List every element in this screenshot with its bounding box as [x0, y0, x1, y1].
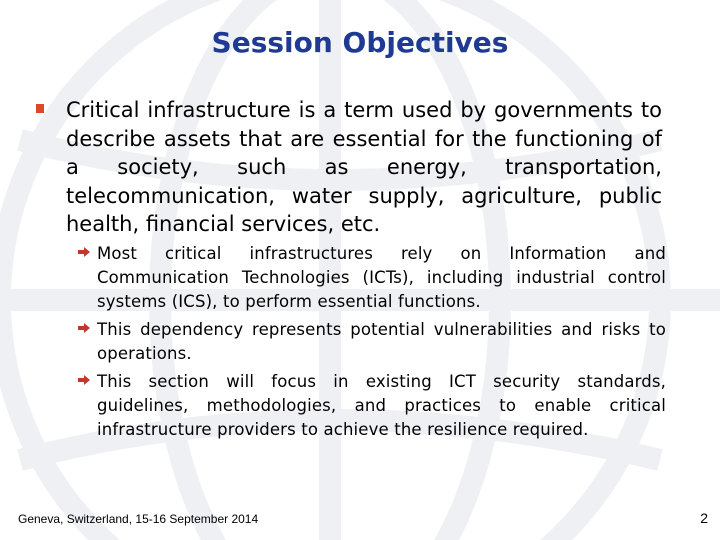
- slide-title: Session Objectives: [211, 26, 509, 59]
- main-bullet-text: Critical infrastructure is a term used by governments to describe assets that are essential for the functioning of a society, such as energy, transportation, telecommunication, water supply, agriculture, public health, financial services, etc.: [66, 98, 662, 236]
- sub-bullet-text: Most critical infrastructures rely on Information and Communication Technologies (ICTs), including industrial control systems (ICS), to perform essential functions.: [97, 244, 666, 311]
- page-number: 2: [700, 510, 708, 526]
- sub-bullet-text: This section will focus in existing ICT security standards, guidelines, methodologies, and practices to enable critical infrastructure providers to achieve the resilience required.: [97, 372, 666, 439]
- footer-location-date: Geneva, Switzerland, 15-16 September 2014: [18, 512, 259, 526]
- arrow-bullet-icon: [78, 247, 90, 257]
- arrow-bullet-icon: [78, 375, 90, 385]
- sub-bullet-list: [78, 242, 666, 446]
- sub-bullet-text: This dependency represents potential vulnerabilities and risks to operations.: [97, 320, 666, 363]
- main-bullet: [42, 96, 662, 239]
- sub-bullet: [78, 370, 666, 442]
- sub-bullet: [78, 318, 666, 366]
- sub-bullet: [78, 242, 666, 314]
- arrow-bullet-icon: [78, 323, 90, 333]
- square-bullet-icon: [36, 104, 44, 113]
